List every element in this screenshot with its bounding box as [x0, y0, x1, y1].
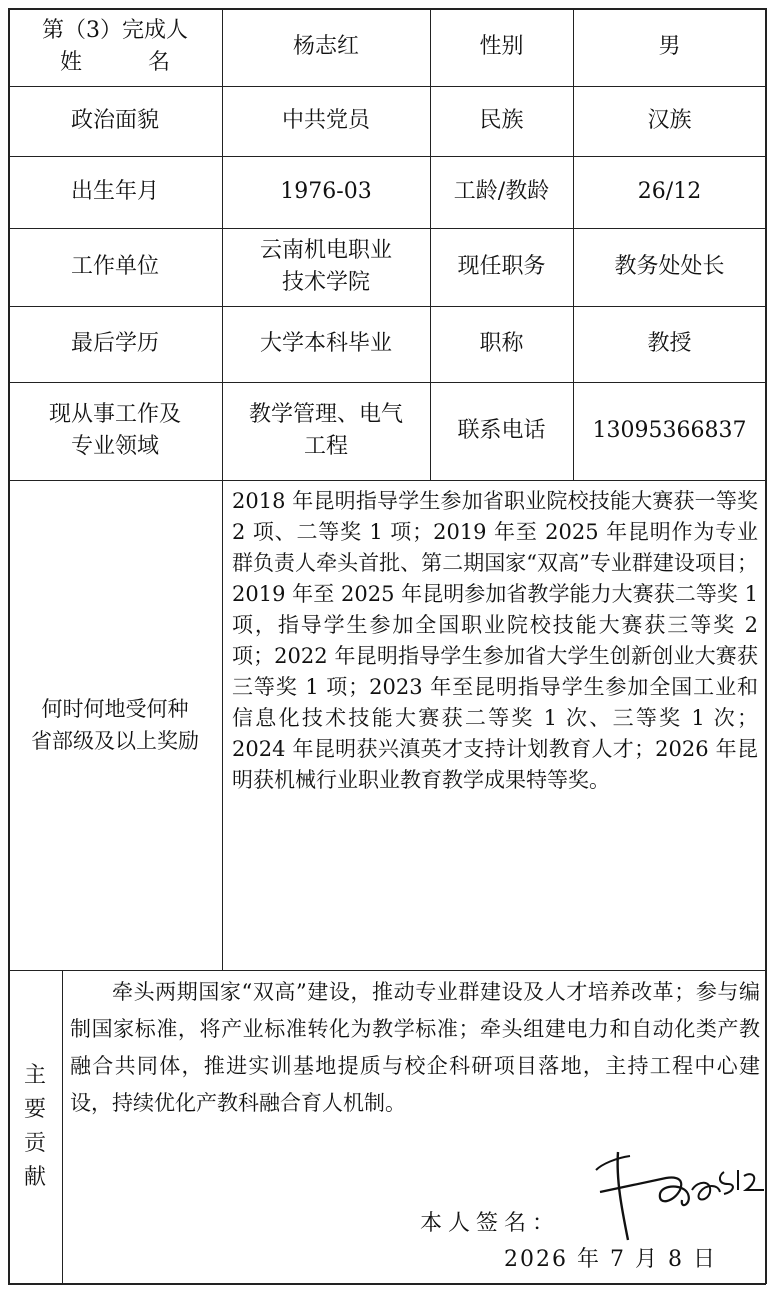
- label-awards: 何时何地受何种 省部级及以上奖励: [31, 697, 199, 753]
- label-gender: 性别: [479, 34, 524, 59]
- label-name: 第（3）完成人 姓 名: [42, 18, 188, 75]
- value-seniority: 26/12: [637, 179, 702, 204]
- value-birth: 1976-03: [280, 179, 372, 204]
- label-birth: 出生年月: [70, 179, 159, 204]
- value-employer: 云南机电职业 技术学院: [259, 238, 392, 295]
- contribution-label-char: 贡: [23, 1131, 46, 1156]
- label-position: 现任职务: [457, 254, 546, 279]
- contribution-text: 牵头两期国家“双高”建设，推动专业群建设及人才培养改革；参与编制国家标准，将产业标准转化为教学标准；牵头组建电力和自动化类产教融合共同体，推进实训基地提质与校企科研项目落地，主持工程中心建设，持续优化产教科融合育人机制。: [70, 980, 760, 1115]
- border-bottom: [8, 1283, 766, 1285]
- handwritten-signature: [588, 1140, 768, 1250]
- value-ethnicity: 汉族: [647, 108, 692, 133]
- label-field: 现从事工作及 专业领域: [48, 402, 181, 459]
- label-political: 政治面貌: [70, 108, 159, 133]
- awards-text: 2018 年昆明指导学生参加省职业院校技能大赛获一等奖 2 项、二等奖 1 项；2019 年至 2025 年昆明作为专业群负责人牵头首批、第二期国家“双高”专业群建设项目；2019 年至 2025 年昆明参加省教学能力大赛获二等奖 1 项，指导学生参加全国职业院校技能大赛获三等奖 2 项；2022 年昆明指导学生参加省大学生创新创业大赛获三等奖 1 项；2023 年至昆明指导学生参加全国工业和信息化技术技能大赛获二等奖 1 次、三等奖 1 次；2024 年昆明获兴滇英才支持计划教育人才；2026 年昆明获机械行业职业教育教学成果特等奖。: [232, 489, 758, 792]
- row-separator: [8, 970, 766, 971]
- contribution-label-char: 献: [23, 1165, 46, 1190]
- label-title: 职称: [479, 331, 524, 356]
- value-education: 大学本科毕业: [259, 331, 392, 356]
- label-employer: 工作单位: [70, 254, 159, 279]
- label-seniority: 工龄/教龄: [453, 179, 550, 204]
- value-phone: 13095366837: [592, 418, 747, 443]
- value-gender: 男: [658, 34, 681, 59]
- label-phone: 联系电话: [457, 418, 546, 443]
- label-ethnicity: 民族: [479, 108, 524, 133]
- col-separator: [62, 970, 63, 1284]
- value-position: 教务处处长: [614, 254, 725, 279]
- signature-label: 本人签名：: [420, 1211, 561, 1236]
- value-political: 中共党员: [281, 108, 370, 133]
- value-title: 教授: [647, 331, 692, 356]
- value-field: 教学管理、电气 工程: [248, 402, 403, 459]
- label-contribution: [8, 970, 62, 1284]
- info-table: [8, 8, 766, 1284]
- contribution-label-char: 主: [23, 1063, 46, 1088]
- contribution-label-char: 要: [23, 1097, 46, 1122]
- label-education: 最后学历: [70, 331, 159, 356]
- signature-date: 2026 年 7 月 8 日: [504, 1247, 717, 1272]
- value-name: 杨志红: [292, 34, 359, 59]
